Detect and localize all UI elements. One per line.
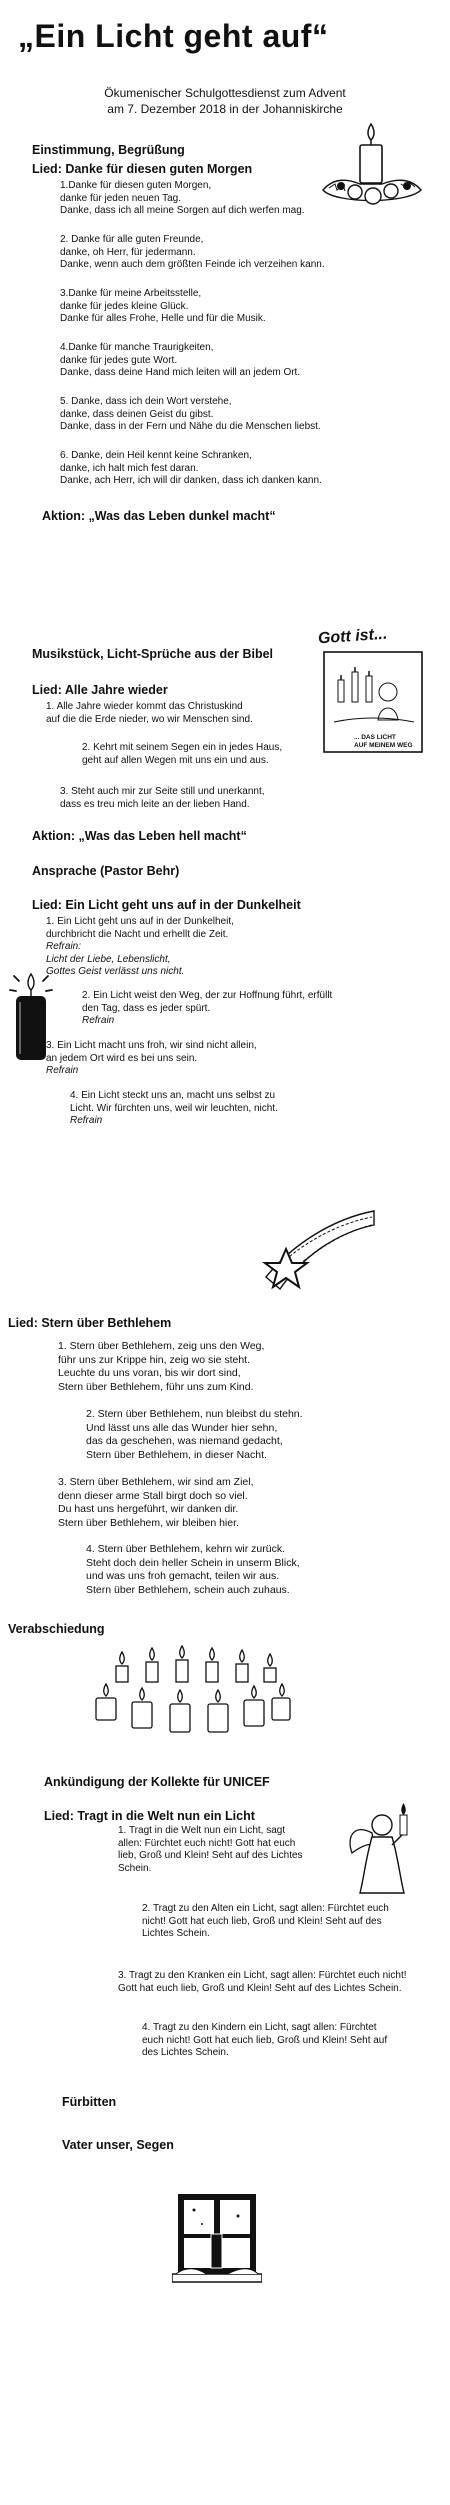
angel-illustration [342, 1797, 422, 1897]
song-verse: 3. Tragt zu den Kranken ein Licht, sagt allen: Fürchtet euch nicht! Gott hat euch lieb, Groß und Klein! Seht auf des Lichtes Schein. [118, 1970, 407, 1994]
shooting-star-illustration [262, 1205, 380, 1297]
page-title: „Ein Licht geht auf“ [18, 18, 329, 54]
book-cover-illustration [317, 625, 430, 758]
song-verse: 2. Stern über Bethlehem, nun bleibst du stehn. Und lässt uns alle das Wunder hier sehn, das da geschehen, was niemand gedacht, Stern über Bethlehem, in dieser Nacht. [86, 1408, 303, 1461]
song-verse: 4. Tragt zu den Kindern ein Licht, sagt allen: Fürchtet euch nicht! Gott hat euch lieb, Groß und Klein! Seht auf des Lichtes Schein. [142, 2022, 388, 2058]
song-verse: 3.Danke für meine Arbeitsstelle, danke für jedes kleine Glück. Danke für alles Frohe, Helle und für die Musik. [60, 288, 266, 324]
song-verse: 1. Tragt in die Welt nun ein Licht, sagt allen: Fürchtet euch nicht! Gott hat euch lieb, Groß und Klein! Seht auf des Lichtes Schein. [118, 1825, 303, 1874]
song-verse: 3. Stern über Bethlehem, wir sind am Ziel, denn dieser arme Stall birgt doch so viel. Du hast uns hergeführt, wir danken dir. Stern über Bethlehem, wir bleiben hier. [58, 1476, 254, 1529]
closing-heading: Vater unser, Segen [62, 2138, 174, 2152]
song-verse: 3. Steht auch mir zur Seite still und unerkannt, dass es treu mich leite an der lieben Hand. [60, 786, 265, 810]
section-heading-music: Musikstück, Licht-Sprüche aus der Bibel [32, 647, 274, 661]
song-verse: 2. Kehrt mit seinem Segen ein in jedes Haus, geht auf allen Wegen mit uns ein und aus. [82, 742, 283, 766]
song-title-stern: Lied: Stern über Bethlehem [8, 1316, 172, 1330]
action-bright: Aktion: „Was das Leben hell macht“ [32, 829, 247, 843]
sermon-heading: Ansprache (Pastor Behr) [32, 864, 180, 878]
song-verse: 6. Danke, dein Heil kennt keine Schranken, danke, ich halt mich fest daran. Danke, ach Herr, ich will dir danken, dass ich danken kann. [60, 450, 322, 486]
refrain-text: Refrain: Licht der Liebe, Lebenslicht, Gottes Geist verlässt uns nicht. [46, 941, 185, 977]
song-verse: 2. Tragt zu den Alten ein Licht, sagt allen: Fürchtet euch nicht! Gott hat euch lieb, Groß und Klein! Seht auf des Lichtes Schein. [142, 1903, 389, 1939]
song-verse: 2. Danke für alle guten Freunde, danke, oh Herr, für jedermann. Danke, wenn auch dem größten Feinde ich verzeihen kann. [60, 234, 325, 270]
song-verse: 1.Danke für diesen guten Morgen, danke für jeden neuen Tag. Danke, dass ich all meine Sorgen auf dich werfen mag. [60, 180, 305, 216]
song-title-tragt: Lied: Tragt in die Welt nun ein Licht [44, 1809, 255, 1823]
song-verse: 4. Ein Licht steckt uns an, macht uns selbst zu Licht. Wir fürchten uns, weil wir leuchten, nicht. Refrain [70, 1090, 278, 1126]
action-dark: Aktion: „Was das Leben dunkel macht“ [42, 509, 276, 523]
song-verse: 2. Ein Licht weist den Weg, der zur Hoffnung führt, erfüllt den Tag, dass es jeder spürt. Refrain [82, 990, 333, 1026]
song-verse: 4.Danke für manche Traurigkeiten, danke für jedes gute Wort. Danke, dass deine Hand mich leiten will an jedem Ort. [60, 342, 301, 378]
song-verse: 1. Stern über Bethlehem, zeig uns den Weg, führ uns zur Krippe hin, zeig wo sie steht. Leuchte du uns voran, bis wir dort sind, Stern über Bethlehem, führ uns zum Kind. [58, 1340, 265, 1393]
collection-heading: Ankündigung der Kollekte für UNICEF [44, 1775, 270, 1789]
intercessions-heading: Fürbitten [62, 2095, 117, 2109]
song-verse: 4. Stern über Bethlehem, kehrn wir zurück. Steht doch dein heller Schein in unserm Blick, und was uns froh gemacht, teilen wir aus. Stern über Bethlehem, schein auch zuhaus. [86, 1543, 300, 1596]
book-caption: ... DAS LICHT AUF MEINEM WEG [354, 734, 413, 749]
subtitle-line-1: Ökumenischer Schulgottesdienst zum Advent [104, 86, 346, 100]
advent-wreath-illustration [315, 118, 427, 210]
song-verse: 1. Alle Jahre wieder kommt das Christuskind auf die die Erde nieder, wo wir Menschen sind. [46, 701, 253, 725]
section-heading-welcome: Einstimmung, Begrüßung [32, 143, 185, 157]
song-title-ein-licht: Lied: Ein Licht geht uns auf in der Dunkelheit [32, 898, 301, 912]
song-title-danke: Lied: Danke für diesen guten Morgen [32, 162, 253, 176]
song-title-alle-jahre: Lied: Alle Jahre wieder [32, 683, 168, 697]
window-candle-illustration [172, 2190, 262, 2290]
song-verse: 1. Ein Licht geht uns auf in der Dunkelheit, durchbricht die Nacht und erhellt die Zeit. [46, 916, 234, 940]
candles-group-illustration [92, 1644, 292, 1744]
song-verse: 5. Danke, dass ich dein Wort verstehe, danke, dass deinen Geist du gibst. Danke, dass in der Fern und Nähe du die Menschen liebst. [60, 396, 321, 432]
book-title: Gott ist... [317, 625, 388, 648]
subtitle-line-2: am 7. Dezember 2018 in der Johanniskirche [107, 102, 343, 116]
farewell-heading: Verabschiedung [8, 1622, 105, 1636]
song-verse: 3. Ein Licht macht uns froh, wir sind nicht allein, an jedem Ort wird es bei uns sein. Refrain [46, 1040, 257, 1076]
